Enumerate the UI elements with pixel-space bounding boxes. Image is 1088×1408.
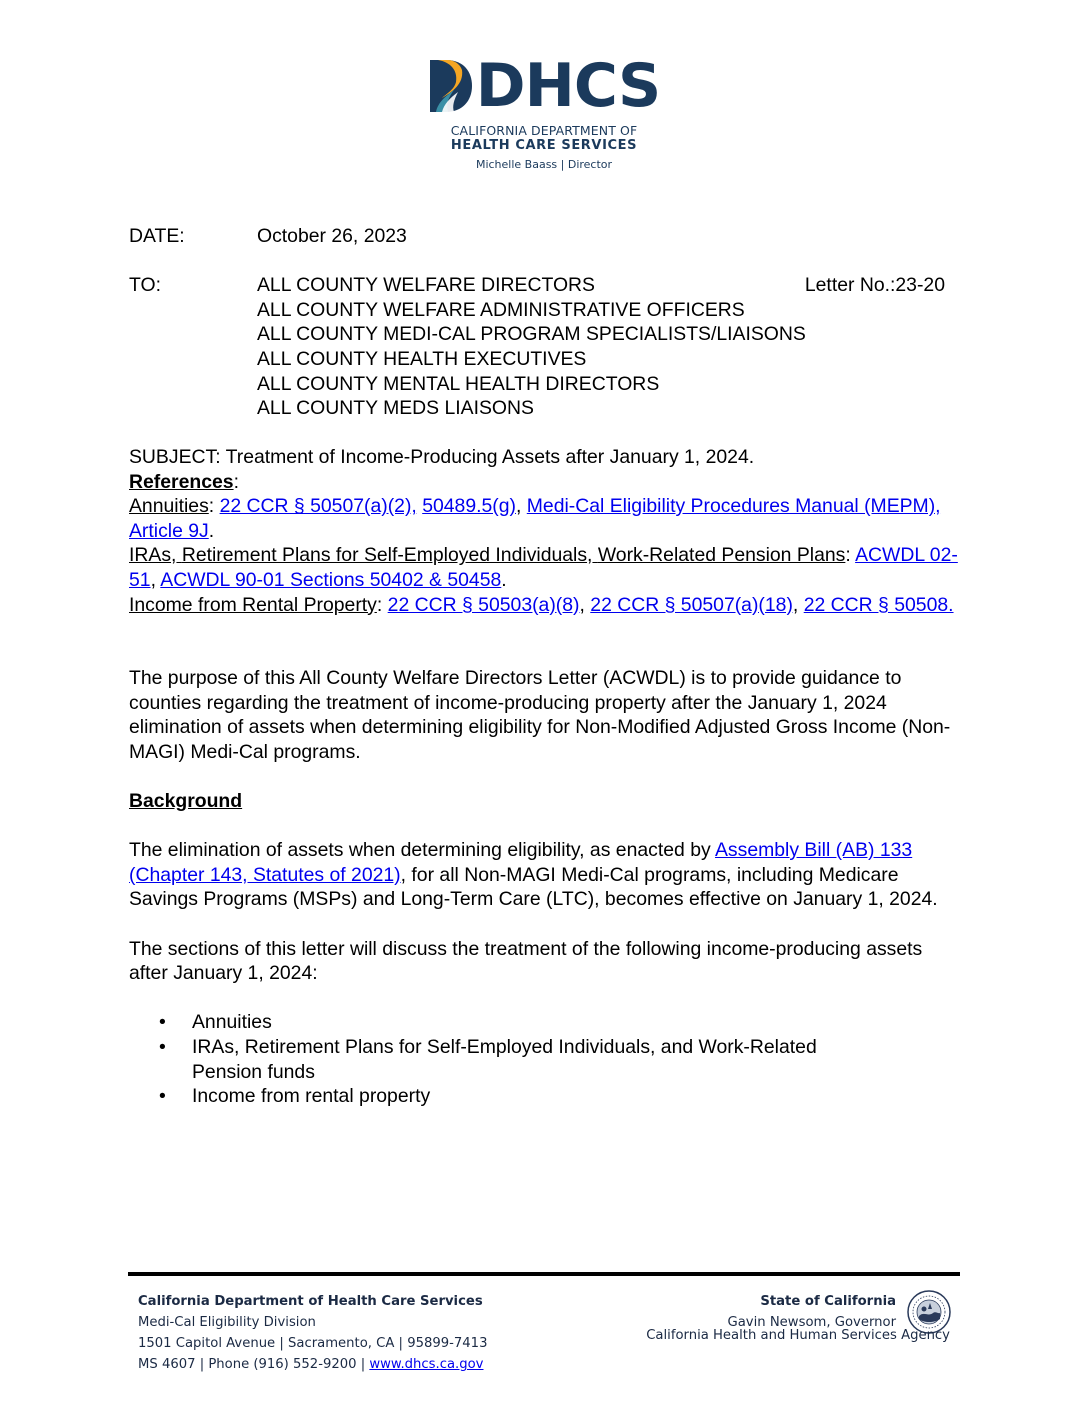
- self-employed-label: Retirement Plans for Self-Employed Individuals: [181, 544, 588, 567]
- footer-address: 1501 Capitol Avenue | Sacramento, CA | 95899-7413: [138, 1336, 488, 1351]
- list-item: • IRAs, Retirement Plans for Self-Employed Individuals, and Work-Related Pension funds: [129, 1035, 959, 1084]
- background-heading: Background: [129, 790, 243, 812]
- ref-link-22ccr-50507a18[interactable]: 22 CCR § 50507(a)(18): [590, 593, 793, 616]
- recipient: ALL COUNTY MENTAL HEALTH DIRECTORS: [257, 372, 660, 395]
- date-value: October 26, 2023: [257, 225, 407, 247]
- letter-number: Letter No.:23-20: [804, 274, 945, 297]
- logo-letters: DHCS: [475, 51, 661, 121]
- subject-references: [129, 445, 959, 617]
- date-row: [129, 224, 959, 249]
- subject-line: SUBJECT: Treatment of Income-Producing Assets after January 1, 2024.: [129, 446, 755, 468]
- references-annuities: Annuities: 22 CCR § 50507(a)(2), 50489.5(g), Medi-Cal Eligibility Procedures Manual (MEPM), Article 9J.: [129, 495, 941, 542]
- recipient: ALL COUNTY HEALTH EXECUTIVES: [257, 347, 587, 370]
- purpose-paragraph: The purpose of this All County Welfare Directors Letter (ACWDL) is to provide guidance to counties regarding the treatment of income-producing property after the January 1, 2024 elimination of assets when determining eligibility for Non-Modified Adjusted Gross Income (Non-MAGI) Medi-Cal programs.: [129, 667, 951, 763]
- footer-contact: MS 4607 | Phone (916) 552-9200 | www.dhcs.ca.gov: [138, 1357, 484, 1372]
- footer-division: Medi-Cal Eligibility Division: [138, 1315, 316, 1330]
- dhcs-d-emblem-icon: [428, 58, 474, 114]
- ref-link-acwdl-02-51[interactable]: ACWDL 02-51: [129, 544, 958, 591]
- references-heading: References: [129, 470, 234, 493]
- ref-link-mepm-article-9j[interactable]: Medi-Cal Eligibility Procedures Manual (MEPM), Article 9J: [129, 495, 941, 542]
- dhcs-logo: [0, 51, 1088, 172]
- background-paragraph-2: The sections of this letter will discuss the treatment of the following income-producing assets after January 1, 2024:: [129, 937, 923, 985]
- footer-department-info: [138, 1291, 487, 1375]
- footer-divider: [128, 1272, 960, 1276]
- references-retirement: IRAs, Retirement Plans for Self-Employed Individuals, Work-Related Pension Plans: ACWDL 02-51, ACWDL 90-01 Sections 50402 & 50458.: [129, 544, 958, 591]
- logo-mark: [428, 51, 661, 121]
- ref-link-acwdl-90-01[interactable]: ACWDL 90-01 Sections 50402 & 50458: [160, 568, 502, 591]
- footer-governor: Gavin Newsom, Governor: [727, 1315, 896, 1330]
- asset-list: [129, 1010, 959, 1108]
- footer-agency: California Health and Human Services Agency: [646, 1328, 950, 1343]
- logo-department-line: CALIFORNIA DEPARTMENT OF: [450, 123, 638, 138]
- references-heading-line: References:: [129, 470, 239, 493]
- rental-label: Income from Rental Property: [129, 593, 377, 616]
- purpose-section: [129, 666, 959, 764]
- ab133-link[interactable]: Assembly Bill (AB) 133 (Chapter 143, Statutes of 2021): [129, 839, 913, 886]
- footer-dept-name: California Department of Health Care Services: [138, 1294, 483, 1309]
- letter-header: [129, 224, 959, 421]
- logo-hcs-line: HEALTH CARE SERVICES: [450, 138, 638, 153]
- ref-link-50489-5g[interactable]: 50489.5(g): [422, 495, 516, 518]
- list-item: • Income from rental property: [129, 1084, 959, 1109]
- background-paragraph-1: The elimination of assets when determining eligibility, as enacted by Assembly Bill (AB) 133 (Chapter 143, Statutes of 2021), for all Non-MAGI Medi-Cal programs, including Medicare Savings Programs (MSPs) and Long-Term Care (LTC), becomes effective on January 1, 2024.: [129, 839, 938, 911]
- recipient: ALL COUNTY WELFARE ADMINISTRATIVE OFFICERS: [257, 298, 745, 321]
- references-rental: Income from Rental Property: 22 CCR § 50503(a)(8), 22 CCR § 50507(a)(18), 22 CCR § 50508.: [129, 593, 954, 616]
- list-item: • Annuities: [129, 1010, 959, 1035]
- footer-state: State of California: [760, 1294, 896, 1309]
- background-section: [129, 789, 959, 1109]
- annuities-label: Annuities: [129, 495, 209, 518]
- ref-link-22ccr-50508[interactable]: 22 CCR § 50508.: [803, 593, 954, 616]
- ref-link-22ccr-50507a2[interactable]: 22 CCR § 50507(a)(2),: [219, 495, 417, 518]
- to-label: TO:: [129, 274, 161, 297]
- ref-link-22ccr-50503a8[interactable]: 22 CCR § 50503(a)(8): [387, 593, 580, 616]
- recipient: ALL COUNTY MEDS LIAISONS: [257, 397, 534, 420]
- date-label: DATE:: [129, 225, 185, 247]
- pension-label: Work-Related Pension Plans: [597, 544, 846, 567]
- logo-director-line: Michelle Baass | Director: [475, 158, 613, 171]
- recipient: ALL COUNTY MEDI-CAL PROGRAM SPECIALISTS/LIAISONS: [257, 323, 806, 346]
- recipient: ALL COUNTY WELFARE DIRECTORS: [257, 274, 595, 297]
- to-row: [129, 273, 959, 421]
- footer-website-link[interactable]: www.dhcs.ca.gov: [369, 1357, 484, 1372]
- iras-label: IRAs: [129, 544, 172, 567]
